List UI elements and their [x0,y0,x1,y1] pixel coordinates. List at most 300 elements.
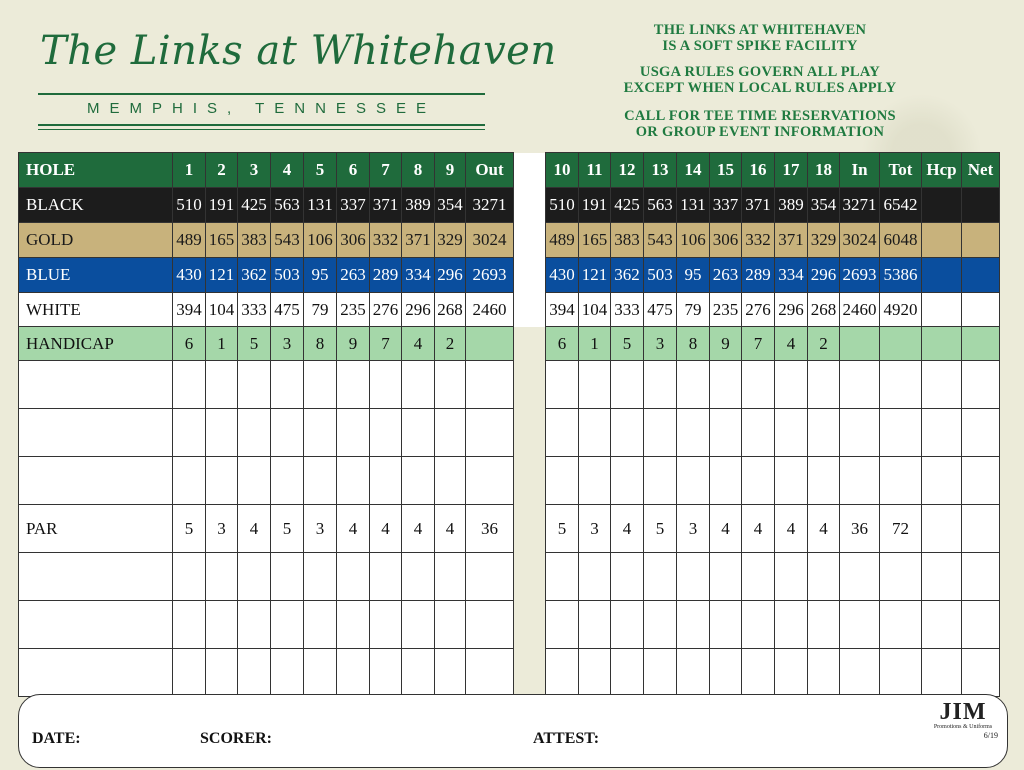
score-cell [962,293,1000,327]
score-cell: 389 [402,188,435,223]
score-cell: 4 [402,327,435,361]
score-cell [206,457,238,505]
score-cell: 235 [710,293,742,327]
score-cell: 131 [304,188,337,223]
score-cell: 4 [710,505,742,553]
score-cell [775,649,808,697]
score-cell [271,409,304,457]
score-cell: 2460 [840,293,880,327]
score-cell [840,553,880,601]
score-cell [962,409,1000,457]
score-cell [922,505,962,553]
score-cell: 296 [402,293,435,327]
score-cell [775,601,808,649]
score-cell: 95 [304,258,337,293]
score-cell: 430 [546,258,579,293]
score-cell: 3 [579,505,611,553]
score-cell: Out [466,153,514,188]
score-cell [962,505,1000,553]
score-cell: 383 [238,223,271,258]
score-cell: 3 [271,327,304,361]
score-cell [466,361,514,409]
score-cell: 8 [402,153,435,188]
score-cell [206,649,238,697]
score-cell: 276 [370,293,402,327]
score-cell: 6 [546,327,579,361]
hole-number-row [19,153,1000,188]
score-cell [742,457,775,505]
score-cell [677,409,710,457]
score-cell [808,457,840,505]
score-cell [173,457,206,505]
score-cell [775,553,808,601]
score-cell: 9 [337,327,370,361]
score-cell [173,601,206,649]
score-cell [962,361,1000,409]
score-cell [271,553,304,601]
score-cell: 4 [742,505,775,553]
score-cell [337,409,370,457]
score-cell: 263 [710,258,742,293]
score-cell: 2693 [840,258,880,293]
printer-logo-subtext: Promotions & Uniforms [933,724,993,730]
printer-logo-text: JIM [939,699,987,725]
tee-row-white [19,293,1000,327]
score-cell: 3271 [466,188,514,223]
score-cell [206,409,238,457]
score-cell: 354 [435,188,466,223]
title-rule-bottom [38,124,485,126]
score-cell: 334 [402,258,435,293]
score-cell [546,409,579,457]
score-cell [466,553,514,601]
score-cell: 4 [775,327,808,361]
player-column [514,153,546,327]
score-cell: 510 [173,188,206,223]
score-cell: 4 [238,505,271,553]
score-cell: 121 [579,258,611,293]
signature-box [18,694,1008,768]
player-label: PLAYER: [522,203,538,271]
score-cell: 4 [775,505,808,553]
score-cell: 334 [775,258,808,293]
score-cell: 489 [546,223,579,258]
date-label: DATE: [32,730,81,747]
score-cell [677,361,710,409]
score-cell [304,553,337,601]
score-cell [304,361,337,409]
par-row [19,505,1000,553]
score-cell [271,457,304,505]
score-cell: 1 [173,153,206,188]
score-cell: 4 [808,505,840,553]
player-gap-cell [514,409,546,457]
score-cell: 503 [644,258,677,293]
score-cell: 362 [238,258,271,293]
score-cell [880,409,922,457]
score-cell [546,361,579,409]
notice-line: IS A SOFT SPIKE FACILITY [662,38,858,54]
score-cell: 95 [677,258,710,293]
score-cell [775,409,808,457]
score-cell: 3 [304,505,337,553]
score-cell: 5 [546,505,579,553]
score-cell: 333 [238,293,271,327]
score-cell: 15 [710,153,742,188]
score-cell [677,553,710,601]
notice-line: USGA RULES GOVERN ALL PLAY [639,64,881,80]
score-cell: 5386 [880,258,922,293]
score-cell [677,457,710,505]
score-cell [173,553,206,601]
score-cell [611,457,644,505]
score-cell [611,649,644,697]
score-cell [546,649,579,697]
score-cell: Net [962,153,1000,188]
score-cell [370,361,402,409]
score-cell: 131 [677,188,710,223]
score-cell [337,601,370,649]
score-cell [840,457,880,505]
score-cell: 354 [808,188,840,223]
score-cell: 72 [880,505,922,553]
score-cell: 121 [206,258,238,293]
score-cell [644,601,677,649]
score-cell: 17 [775,153,808,188]
score-cell: 503 [271,258,304,293]
score-cell: 3271 [840,188,880,223]
score-cell [402,361,435,409]
score-cell [922,361,962,409]
score-cell [435,553,466,601]
score-cell [402,409,435,457]
score-cell: 475 [644,293,677,327]
score-cell [880,457,922,505]
printer-logo [928,700,998,740]
score-cell: 7 [370,327,402,361]
score-cell: 2693 [466,258,514,293]
score-cell [808,361,840,409]
score-cell [775,457,808,505]
score-cell: 371 [775,223,808,258]
score-cell: 289 [742,258,775,293]
score-cell [435,601,466,649]
score-cell: 4 [370,505,402,553]
score-cell: 337 [710,188,742,223]
score-cell: 371 [402,223,435,258]
location-subtitle: MEMPHIS, TENNESSEE [87,100,436,117]
score-cell [710,649,742,697]
scorecard-table [18,152,1000,697]
score-cell [206,361,238,409]
score-cell [808,409,840,457]
score-cell: 11 [579,153,611,188]
score-cell: 296 [775,293,808,327]
score-cell [611,601,644,649]
score-cell: 235 [337,293,370,327]
score-cell [880,361,922,409]
score-cell [677,601,710,649]
score-cell: 371 [370,188,402,223]
score-cell: 329 [435,223,466,258]
score-cell [775,361,808,409]
score-cell: 563 [644,188,677,223]
score-cell: 5 [304,153,337,188]
score-cell: 191 [579,188,611,223]
score-cell: 3 [206,505,238,553]
player-score-row [19,601,1000,649]
score-cell: 394 [546,293,579,327]
score-cell: 306 [337,223,370,258]
score-cell: In [840,153,880,188]
row-label [19,457,173,505]
score-cell [435,361,466,409]
row-label: HANDICAP [19,327,173,361]
score-cell: 104 [206,293,238,327]
score-cell: 563 [271,188,304,223]
score-cell: 165 [579,223,611,258]
score-cell: 7 [742,327,775,361]
score-cell [742,361,775,409]
score-cell: 4 [337,505,370,553]
score-cell [238,553,271,601]
score-cell [742,409,775,457]
score-cell: 6542 [880,188,922,223]
score-cell [962,223,1000,258]
score-cell: 394 [173,293,206,327]
handicap-row [19,327,1000,361]
score-cell [710,361,742,409]
row-label [19,409,173,457]
score-cell [922,258,962,293]
player-gap-cell [514,327,546,361]
title-rule-bottom-thin [38,129,485,130]
score-cell [579,553,611,601]
player-gap-cell [514,505,546,553]
score-cell [370,553,402,601]
score-cell: 389 [775,188,808,223]
score-cell [579,649,611,697]
score-cell: 371 [742,188,775,223]
score-cell: 329 [808,223,840,258]
score-cell: 263 [337,258,370,293]
score-cell [962,188,1000,223]
print-date: 6/19 [983,731,998,740]
score-cell: 3 [677,505,710,553]
score-cell [304,649,337,697]
score-cell: 296 [435,258,466,293]
title-rule-top [38,93,485,95]
score-cell [962,649,1000,697]
score-cell [304,457,337,505]
score-cell [922,223,962,258]
attest-label: ATTEST: [533,730,600,747]
score-cell: 4920 [880,293,922,327]
score-cell: 543 [271,223,304,258]
row-label [19,553,173,601]
notice-usga-rules [590,64,930,96]
score-cell [337,457,370,505]
score-cell: 9 [435,153,466,188]
score-cell: 306 [710,223,742,258]
score-cell [840,327,880,361]
player-score-row [19,361,1000,409]
score-cell: 475 [271,293,304,327]
score-cell: 9 [710,327,742,361]
row-label [19,649,173,697]
score-cell [922,293,962,327]
score-cell [644,457,677,505]
score-cell [466,409,514,457]
score-cell: 268 [435,293,466,327]
score-cell [880,649,922,697]
score-cell [238,361,271,409]
score-cell: 13 [644,153,677,188]
row-label [19,361,173,409]
score-cell: 1 [206,327,238,361]
notice-line: EXCEPT WHEN LOCAL RULES APPLY [623,80,897,96]
score-cell: 425 [238,188,271,223]
player-gap-cell [514,601,546,649]
tee-row-black [19,188,1000,223]
score-cell: 12 [611,153,644,188]
score-cell [370,409,402,457]
score-cell [880,327,922,361]
score-cell [402,457,435,505]
player-score-row [19,553,1000,601]
score-cell [271,649,304,697]
player-score-row [19,409,1000,457]
score-cell [742,649,775,697]
score-cell [644,361,677,409]
score-cell: 4 [402,505,435,553]
score-cell [304,601,337,649]
score-cell [173,361,206,409]
score-cell: 337 [337,188,370,223]
score-cell [808,601,840,649]
row-label: BLUE [19,258,173,293]
notice-soft-spike [590,22,930,54]
score-cell: 106 [677,223,710,258]
score-cell [337,649,370,697]
score-cell: 8 [304,327,337,361]
score-cell [173,409,206,457]
score-cell: 3 [644,327,677,361]
score-cell: 362 [611,258,644,293]
score-cell [579,361,611,409]
scorer-label: SCORER: [200,730,273,747]
score-cell: 332 [742,223,775,258]
score-cell [370,649,402,697]
score-cell [402,649,435,697]
row-label: GOLD [19,223,173,258]
score-cell [546,457,579,505]
score-cell [206,601,238,649]
score-cell: 106 [304,223,337,258]
row-label: PAR [19,505,173,553]
score-cell [922,409,962,457]
score-cell [546,553,579,601]
score-cell: 425 [611,188,644,223]
score-cell [922,327,962,361]
score-cell [579,601,611,649]
score-cell [962,258,1000,293]
score-cell [644,409,677,457]
score-cell [435,649,466,697]
score-cell: 4 [611,505,644,553]
score-cell [677,649,710,697]
score-cell: 6048 [880,223,922,258]
score-cell: 543 [644,223,677,258]
score-cell [611,409,644,457]
score-cell [922,188,962,223]
score-cell: 289 [370,258,402,293]
row-label: WHITE [19,293,173,327]
score-cell [710,553,742,601]
score-cell: Hcp [922,153,962,188]
score-cell [466,327,514,361]
tee-row-blue [19,258,1000,293]
score-cell [546,601,579,649]
score-cell [962,601,1000,649]
score-cell: 18 [808,153,840,188]
score-cell [840,601,880,649]
score-cell [922,601,962,649]
score-cell [238,601,271,649]
player-score-row [19,457,1000,505]
score-cell: 3024 [840,223,880,258]
score-cell: 2 [808,327,840,361]
score-cell: 3024 [466,223,514,258]
score-cell: 3 [238,153,271,188]
score-cell [644,649,677,697]
score-cell [337,361,370,409]
score-cell: 16 [742,153,775,188]
row-label: HOLE [19,153,173,188]
score-cell [402,601,435,649]
score-cell: 5 [238,327,271,361]
score-cell: 489 [173,223,206,258]
score-cell [435,457,466,505]
score-cell: 191 [206,188,238,223]
score-cell: 5 [173,505,206,553]
score-cell: 296 [808,258,840,293]
score-cell: 36 [466,505,514,553]
score-cell [710,457,742,505]
score-cell [880,553,922,601]
row-label: BLACK [19,188,173,223]
score-cell [644,553,677,601]
score-cell [710,601,742,649]
player-score-row [19,649,1000,697]
score-cell [840,361,880,409]
score-cell [710,409,742,457]
score-cell [466,601,514,649]
notice-line: CALL FOR TEE TIME RESERVATIONS [624,108,896,124]
score-cell [611,361,644,409]
score-cell [271,601,304,649]
score-cell: 6 [337,153,370,188]
score-cell: 14 [677,153,710,188]
score-cell: 6 [173,327,206,361]
score-cell [840,649,880,697]
score-cell [337,553,370,601]
score-cell [808,649,840,697]
notice-line: THE LINKS AT WHITEHAVEN [653,22,867,38]
score-cell: 430 [173,258,206,293]
notice-tee-times [590,108,930,140]
score-cell: 2 [206,153,238,188]
